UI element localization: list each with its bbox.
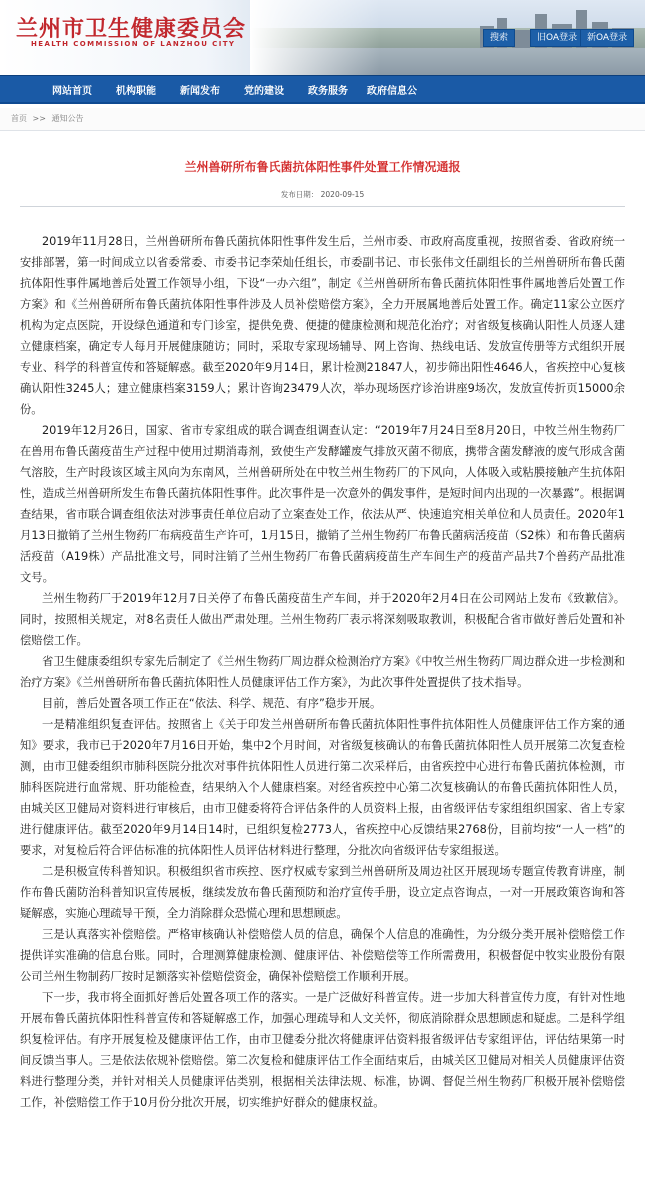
article-paragraph: 目前，善后处置各项工作正在“依法、科学、规范、有序”稳步开展。	[42, 697, 382, 710]
header-banner-fade	[250, 0, 380, 75]
breadcrumb-home[interactable]: 首页	[11, 114, 27, 123]
breadcrumb	[0, 108, 645, 131]
breadcrumb-separator: >>	[32, 114, 46, 123]
article-paragraph: 一是精准组织复查评估。按照省上《关于印发兰州兽研所布鲁氏菌抗体阳性事件抗体阳性人员健康评估工作方案的通知》要求，我市已于2020年7月16日开始，集中2个月时间，对省级复核确认的布鲁氏菌抗体阳性人员开展第二次复查检测，由市卫健委组织市肺科医院分批次对事件抗体阳性人员进行第二次采样后，由省疾控中心进行布鲁氏菌抗体检测，市肺科医院进行血常规、肝功能检查，结果纳入个人健康档案。对经省疾控中心第二次复核确认的布鲁氏菌抗体阳性人员，由城关区卫健局对资料进行审核后，由市卫健委将符合评估条件的人员资料上报，由省级评估专家组组织国家、省上专家进行健康评估。截至2020年9月14日14时，已组织复检2773人，省疾控中心反馈结果2768份，目前均按“一人一档”的要求，对复检后符合评估标准的抗体阳性人员评估材料进行整理，分批次向省级评估专家组报送。	[20, 718, 625, 857]
nav-news[interactable]: 新闻发布	[180, 85, 220, 97]
article-paragraph: 省卫生健康委组织专家先后制定了《兰州生物药厂周边群众检测治疗方案》《中牧兰州生物药厂周边群众进一步检测和治疗方案》《兰州兽研所布鲁氏菌抗体阳性人员健康评估工作方案》，为此次事件处置提供了技术指导。	[20, 655, 625, 689]
article-title: 兰州兽研所布鲁氏菌抗体阳性事件处置工作情况通报	[184, 160, 461, 174]
old-oa-login-button[interactable]: 旧OA登录	[530, 29, 584, 47]
main-nav	[0, 75, 645, 104]
article-paragraph: 2019年11月28日，兰州兽研所布鲁氏菌抗体阳性事件发生后，兰州市委、市政府高度重视，按照省委、省政府统一安排部署，第一时间成立以省委常委、市委书记李荣灿任组长，市委副书记、市长张伟文任副组长的兰州兽研所布鲁氏菌抗体阳性事件属地善后处置工作领导小组，下设“一办六组”，制定《兰州兽研所布鲁氏菌抗体阳性事件属地善后处置工作方案》和《兰州兽研所布鲁氏菌抗体阳性事件涉及人员补偿赔偿方案》，全力开展属地善后处置工作。确定11家公立医疗机构为定点医院，开设绿色通道和专门诊室，提供免费、便捷的健康检测和规范化治疗；对省级复核确认阳性人员逐人建立健康档案，确定专人每月开展健康随访；同时，采取专家现场辅导、网上咨询、热线电话、发放宣传册等方式组织开展专业、科学的科普宣传和答疑解惑。截至2020年9月14日，累计检测21847人，初步筛出阳性4646人，省疾控中心复核确认阳性3245人；建立健康档案3159人；累计咨询23479人次，举办现场医疗诊治讲座9场次，发放宣传折页15000余份。	[20, 235, 625, 416]
site-logo-chinese[interactable]: 兰州市卫生健康委员会	[16, 17, 247, 42]
site-logo-english: HEALTH COMMISSION OF LANZHOU CITY	[31, 40, 236, 48]
nav-organization[interactable]: 机构职能	[116, 85, 156, 97]
site-header	[0, 0, 645, 75]
article-paragraph: 2019年12月26日，国家、省市专家组成的联合调查组调查认定：“2019年7月24日至8月20日，中牧兰州生物药厂在兽用布鲁氏菌疫苗生产过程中使用过期消毒剂，致使生产发酵罐废气排放灭菌不彻底，携带含菌发酵液的废气形成含菌气溶胶，生产时段该区域主风向为东南风，兰州兽研所处在中牧兰州生物药厂的下风向，人体吸入或粘膜接触产生抗体阳性，造成兰州兽研所发生布鲁氏菌抗体阳性事件。此次事件是一次意外的偶发事件，是短时间内出现的一次暴露”。根据调查结果，省市联合调查组依法对涉事责任单位启动了立案查处工作，依法从严、快速追究相关单位和人员责任。2020年1月13日撤销了兰州生物药厂布病疫苗生产许可，1月15日，撤销了兰州生物药厂布鲁氏菌病活疫苗（S2株）和布鲁氏菌病活疫苗（A19株）产品批准文号，同时注销了兰州生物药厂布鲁氏菌病疫苗生产车间生产的疫苗产品共7个兽药产品批准文号。	[20, 424, 625, 584]
nav-home[interactable]: 网站首页	[52, 85, 92, 97]
article-publish-date: 发布日期： 2020-09-15	[280, 190, 365, 199]
article-paragraph: 兰州生物药厂于2019年12月7日关停了布鲁氏菌疫苗生产车间，并于2020年2月4日在公司网站上发布《致歉信》。同时，按照相关规定，对8名责任人做出严肃处理。兰州生物药厂表示将深刻吸取教训，积极配合省市做好善后处置和补偿赔偿工作。	[20, 592, 625, 647]
article-paragraph: 三是认真落实补偿赔偿。严格审核确认补偿赔偿人员的信息，确保个人信息的准确性，为分级分类开展补偿赔偿工作提供详实准确的信息台账。同时，合理测算健康检测、健康评估、补偿赔偿等工作所需费用，积极督促中牧实业股份有限公司兰州生物制药厂按时足额落实补偿赔偿资金，确保补偿赔偿工作顺利开展。	[20, 928, 625, 983]
new-oa-login-button[interactable]: 新OA登录	[580, 29, 634, 47]
nav-government-info[interactable]: 政府信息公	[367, 85, 417, 97]
article-paragraph: 下一步，我市将全面抓好善后处置各项工作的落实。一是广泛做好科普宣传。进一步加大科普宣传力度，有针对性地开展布鲁氏菌抗体阳性科普宣传和答疑解惑工作，加强心理疏导和人文关怀，彻底消除群众思想顾虑和疑虑。二是科学组织复检评估。有序开展复检及健康评估工作，由市卫健委分批次将健康评估资料报省级评估专家组评估，评估结果第一时间反馈当事人。三是依法依规补偿赔偿。第二次复检和健康评估工作全面结束后，由城关区卫健局对相关人员健康评估资料进行整理分类，并针对相关人员健康评估类别，根据相关法律法规、标准，协调、督促兰州生物药厂积极开展补偿赔偿工作，补偿赔偿工作于10月份分批次开展，切实维护好群众的健康权益。	[20, 991, 625, 1109]
breadcrumb-current[interactable]: 通知公告	[51, 114, 84, 123]
nav-party-building[interactable]: 党的建设	[244, 85, 284, 97]
search-button[interactable]: 搜索	[483, 29, 515, 47]
article-paragraph: 二是积极宣传科普知识。积极组织省市疾控、医疗权威专家到兰州兽研所及周边社区开展现场专题宣传教育讲座，制作布鲁氏菌防治科普知识宣传展板，继续发放布鲁氏菌预防和治疗宣传手册，设立定点咨询点，一对一开展政策咨询和答疑解惑，实施心理疏导干预，全力消除群众恐慌心理和思想顾虑。	[20, 865, 625, 920]
nav-government-services[interactable]: 政务服务	[308, 85, 348, 97]
article-body	[0, 207, 645, 1113]
